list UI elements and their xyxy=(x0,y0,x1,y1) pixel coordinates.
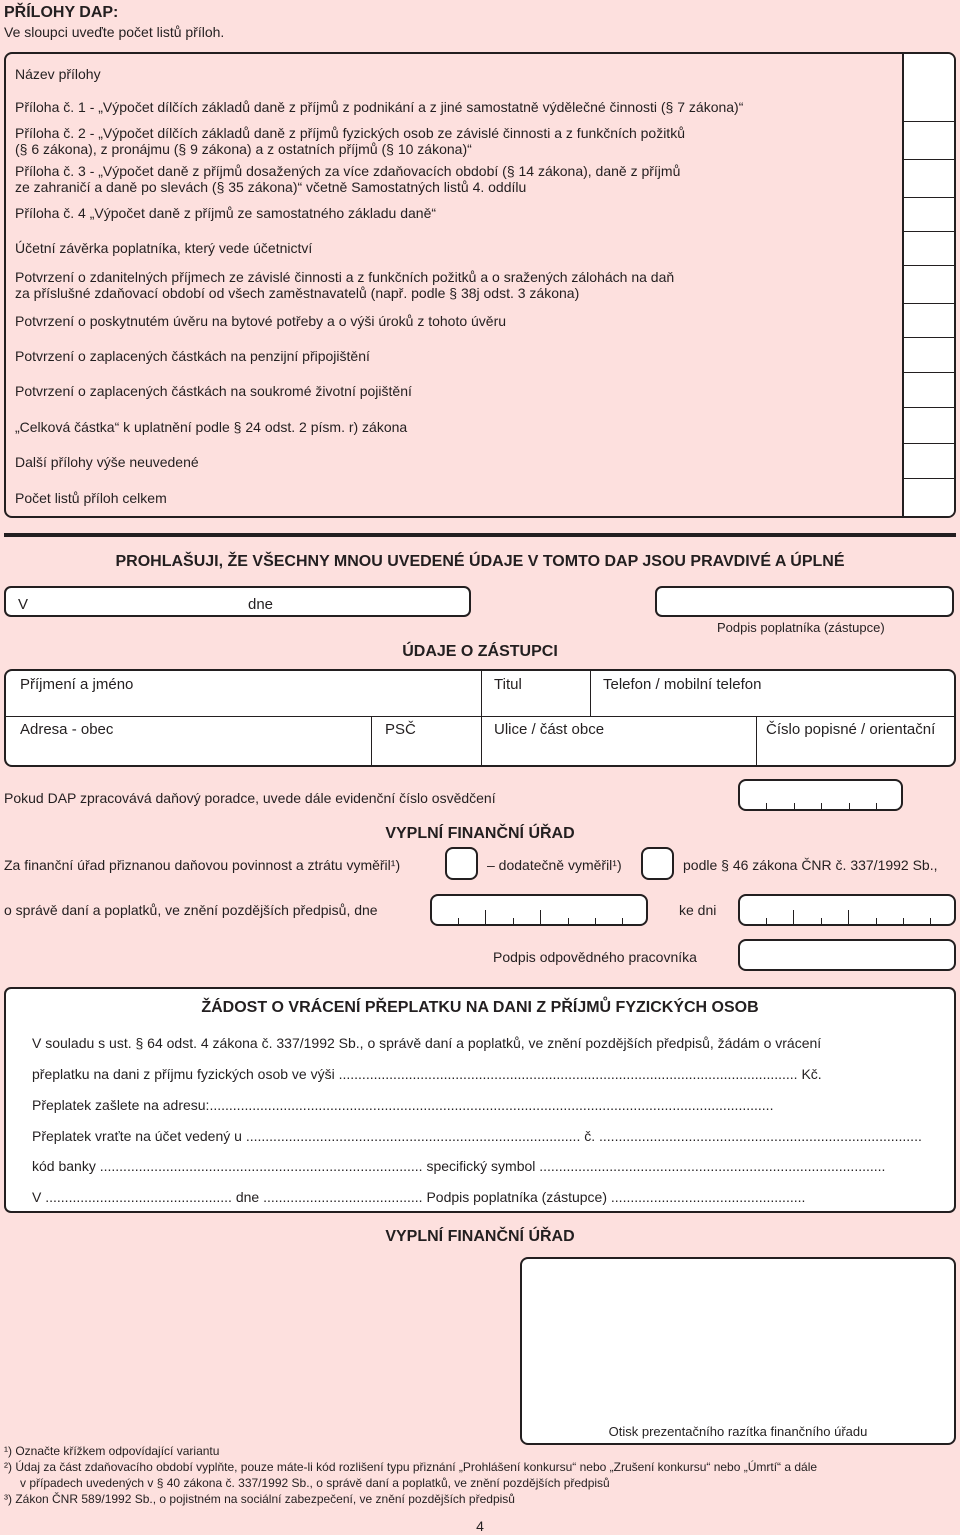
digit-divider xyxy=(876,803,877,810)
name-field[interactable]: Příjmení a jméno xyxy=(20,676,134,693)
annex-row-label: Účetní závěrka poplatníka, který vede účetnictví xyxy=(15,240,313,256)
as-of-date-field[interactable] xyxy=(738,894,956,926)
officer-signature-field[interactable] xyxy=(738,939,956,971)
office-stamp-area[interactable] xyxy=(520,1257,956,1445)
annex-row xyxy=(6,373,956,408)
annex-row-label: Příloha č. 3 - „Výpočet daně z příjmů dosažených za více zdaňovacích období (§ 14 zákona), daně z příjmů ze zahraničí a daně po slevách (§ 35 zákona)“ včetně Samostatných listů 4. oddílu xyxy=(15,163,681,195)
digit-divider xyxy=(595,918,596,925)
annex-row xyxy=(6,232,956,266)
annex-row-label: Potvrzení o zaplacených částkách na penzijní připojištění xyxy=(15,348,370,364)
column-divider xyxy=(590,671,591,716)
refund-intro: V souladu s ust. § 64 odst. 4 zákona č. 337/1992 Sb., o správě daní a poplatků, ve znění pozdějších předpisů, žádám o vrácení xyxy=(32,1035,822,1051)
annex-row xyxy=(6,408,956,444)
digit-divider xyxy=(793,910,794,925)
page-number: 4 xyxy=(476,1518,484,1534)
row-divider xyxy=(6,716,954,717)
assessment-date-field[interactable] xyxy=(430,894,648,926)
additionally-assessed-checkbox[interactable] xyxy=(641,847,674,880)
annex-row xyxy=(6,338,956,373)
office-section-title: VYPLNÍ FINANČNÍ ÚŘAD xyxy=(385,825,575,842)
digit-divider xyxy=(766,803,767,810)
digit-divider xyxy=(821,803,822,810)
date-label: dne xyxy=(248,596,274,613)
phone-field[interactable]: Telefon / mobilní telefon xyxy=(603,676,762,693)
street-field[interactable]: Ulice / část obce xyxy=(494,721,605,738)
annex-count-field[interactable] xyxy=(902,266,956,304)
column-divider xyxy=(371,716,372,767)
digit-divider xyxy=(849,803,850,810)
annex-row-label: Příloha č. 1 - „Výpočet dílčích základů daně z příjmů z podnikání a z jiné samostatně výdělečné činnosti (§ 7 zákona)“ xyxy=(15,99,744,115)
annex-row-label: Potvrzení o zdanitelných příjmech ze závislé činnosti a z funkčních požitků a o sražených zálohách na daň za příslušné zdaňovací období od všech zaměstnavatelů (např. podle § 38j odst. 3 zákona) xyxy=(15,269,675,301)
annex-count-field[interactable] xyxy=(902,160,956,198)
annex-row-label: Potvrzení o zaplacených částkách na soukromé životní pojištění xyxy=(15,383,412,399)
section-instructions: Ve sloupci uveďte počet listů příloh. xyxy=(4,24,225,40)
refund-account-line[interactable]: Přeplatek vraťte na účet vedený u ...................................................................................... č. ................................................................................... xyxy=(32,1128,922,1144)
taxpayer-signature-label: Podpis poplatníka (zástupce) xyxy=(717,620,885,635)
annex-column-header: Název přílohy xyxy=(15,66,101,82)
digit-divider xyxy=(821,918,822,925)
annex-count-field[interactable] xyxy=(902,232,956,266)
annex-row-label: Příloha č. 4 „Výpočet daně z příjmů ze samostatného základu daně“ xyxy=(15,205,437,221)
digit-divider xyxy=(766,918,767,925)
annex-row xyxy=(6,122,956,160)
annex-row xyxy=(6,304,956,338)
annex-count-field[interactable] xyxy=(902,304,956,338)
office-stamp-label: Otisk prezentačního razítka finančního úřadu xyxy=(608,1424,868,1439)
annex-row xyxy=(6,160,956,198)
digit-divider xyxy=(622,918,623,925)
as-of-label: ke dni xyxy=(679,902,717,918)
refund-title: ŽÁDOST O VRÁCENÍ PŘEPLATKU NA DANI Z PŘÍJMŮ FYZICKÝCH OSOB xyxy=(201,999,759,1016)
column-divider xyxy=(481,671,482,716)
section-title: PŘÍLOHY DAP: xyxy=(4,4,119,21)
annex-row-label: Potvrzení o poskytnutém úvěru na bytové potřeby a o výši úroků z tohoto úvěru xyxy=(15,313,507,329)
office-section-2-title: VYPLNÍ FINANČNÍ ÚŘAD xyxy=(385,1228,575,1245)
annex-row xyxy=(6,479,956,518)
digit-divider xyxy=(568,918,569,925)
place-label: V xyxy=(18,596,29,613)
advisor-certificate-field[interactable] xyxy=(738,779,903,811)
representative-title: ÚDAJE O ZÁSTUPCI xyxy=(402,643,558,660)
section-divider xyxy=(4,533,956,537)
annex-count-field[interactable] xyxy=(902,338,956,373)
annex-row xyxy=(6,88,956,122)
taxpayer-signature-field[interactable] xyxy=(655,586,954,617)
refund-amount-line[interactable]: přeplatku na dani z příjmu fyzických osob ve výši ...................................................................................................................... Kč. xyxy=(32,1066,822,1082)
digit-divider xyxy=(540,910,541,925)
digit-divider xyxy=(485,910,486,925)
annex-row xyxy=(6,198,956,232)
digit-divider xyxy=(848,910,849,925)
assessed-checkbox[interactable] xyxy=(445,847,478,880)
declaration-title: PROHLAŠUJI, ŽE VŠECHNY MNOU UVEDENÉ ÚDAJE V TOMTO DAP JSOU PRAVDIVÉ A ÚPLNÉ xyxy=(115,553,845,570)
digit-divider xyxy=(458,918,459,925)
annex-count-field[interactable] xyxy=(902,444,956,479)
advisor-text: Pokud DAP zpracovává daňový poradce, uvede dále evidenční číslo osvědčení xyxy=(4,790,496,806)
digit-divider xyxy=(903,918,904,925)
legal-basis-text: podle § 46 zákona ČNR č. 337/1992 Sb., xyxy=(683,857,938,873)
column-divider xyxy=(481,716,482,767)
annex-table xyxy=(4,52,956,518)
place-date-field[interactable] xyxy=(4,586,471,617)
annex-header-cell xyxy=(902,54,956,89)
footnote-1: ¹) Označte křížkem odpovídající variantu xyxy=(4,1444,220,1458)
additionally-assessed-text: – dodatečně vyměřil¹) xyxy=(487,857,622,873)
annex-row xyxy=(6,266,956,304)
refund-address-line[interactable]: Přeplatek zašlete na adresu:................................................................................................................................................. xyxy=(32,1097,774,1113)
title-field[interactable]: Titul xyxy=(494,676,522,693)
annex-count-field[interactable] xyxy=(902,198,956,232)
refund-request-box xyxy=(4,987,956,1213)
house-number-field[interactable]: Číslo popisné / orientační xyxy=(766,721,936,738)
annex-total-field[interactable] xyxy=(902,479,956,518)
digit-divider xyxy=(930,918,931,925)
footnote-3: ³) Zákon ČNR 589/1992 Sb., o pojistném na sociální zabezpečení, ve znění pozdějších předpisů xyxy=(4,1492,515,1506)
annex-row-label: Příloha č. 2 - „Výpočet dílčích základů daně z příjmů fyzických osob ze závislé činnosti a z funkčních požitků (§ 6 zákona), z pronájmu (§ 9 zákona) a z ostatních příjmů (§ 10 zákona)“ xyxy=(15,125,685,157)
annex-row-label: Počet listů příloh celkem xyxy=(15,490,167,506)
annex-row xyxy=(6,444,956,479)
digit-divider xyxy=(876,918,877,925)
footnote-2: ²) Údaj za část zdaňovacího období vyplňte, pouze máte-li kód rozlišení typu přiznání „Prohlášení konkursu“ nebo „Zrušení konkursu“ nebo „Úmrtí“ a dále xyxy=(4,1460,818,1474)
annex-count-field[interactable] xyxy=(902,122,956,160)
annex-count-field[interactable] xyxy=(902,408,956,444)
refund-signature-line[interactable]: V ................................................ dne ......................................... Podpis poplatníka (zástupce) .................................................. xyxy=(32,1189,806,1205)
refund-bank-line[interactable]: kód banky ................................................................................... specifický symbol ......................................................................................... xyxy=(32,1158,886,1174)
digit-divider xyxy=(794,803,795,810)
officer-signature-label: Podpis odpovědného pracovníka xyxy=(493,949,697,965)
annex-row-label: „Celková částka“ k uplatnění podle § 24 odst. 2 písm. r) zákona xyxy=(15,419,408,435)
annex-count-field[interactable] xyxy=(902,373,956,408)
zip-field[interactable]: PSČ xyxy=(385,721,416,738)
assessed-text: Za finanční úřad přiznanou daňovou povinnost a ztrátu vyměřil¹) xyxy=(4,857,401,873)
city-field[interactable]: Adresa - obec xyxy=(20,721,114,738)
footnote-2-continued: v případech uvedených v § 40 zákona č. 337/1992 Sb., o správě daní a poplatků, ve znění pozdějších předpisů xyxy=(20,1476,610,1490)
annex-row-label: Další přílohy výše neuvedené xyxy=(15,454,199,470)
column-divider xyxy=(756,716,757,767)
administration-text: o správě daní a poplatků, ve znění pozdějších předpisů, dne xyxy=(4,902,378,918)
digit-divider xyxy=(513,918,514,925)
representative-block xyxy=(4,669,956,767)
annex-header-row xyxy=(6,54,956,88)
annex-count-field[interactable] xyxy=(902,88,956,122)
